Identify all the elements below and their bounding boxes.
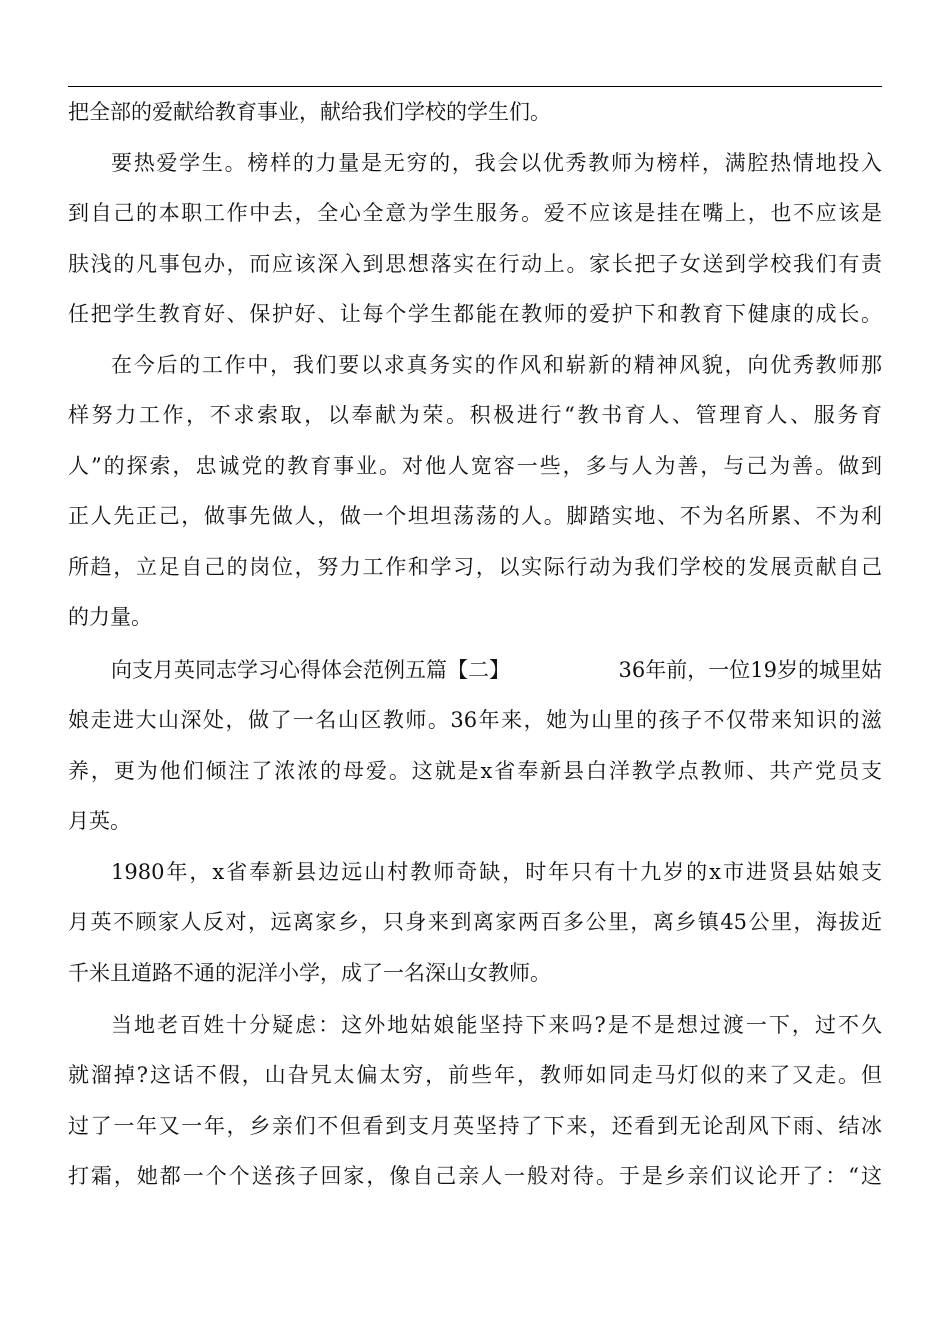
- paragraph-2-line-4: 任把学生教育好、保护好、让每个学生都能在教师的爱护下和教育下健康的成长。: [68, 302, 882, 326]
- paragraph-1-line-1: 把全部的爱献给教育事业，献给我们学校的学生们。: [68, 100, 551, 124]
- paragraph-2-line-3: 肤浅的凡事包办，而应该深入到思想落实在行动上。家长把子女送到学校我们有责: [68, 252, 882, 276]
- paragraph-4-line-1: [68, 650, 882, 690]
- paragraph-3-line-2: 样努力工作，不求索取，以奉献为荣。积极进行“教书育人、管理育人、服务育: [68, 403, 882, 427]
- paragraph-6-line-1: 当地老百姓十分疑虑：这外地姑娘能坚持下来吗?是不是想过渡一下，过不久: [111, 1013, 882, 1037]
- header-rule: [68, 86, 882, 87]
- paragraph-3-line-5: 所趋，立足自己的岗位，努力工作和学习，以实际行动为我们学校的发展贡献自己: [68, 555, 882, 579]
- paragraph-2-line-2: 到自己的本职工作中去，全心全意为学生服务。爱不应该是挂在嘴上，也不应该是: [68, 201, 882, 225]
- section-heading: 向支月英同志学习心得体会范例五篇【二】: [111, 658, 510, 682]
- paragraph-4-line-4: 月英。: [68, 809, 131, 833]
- paragraph-2-line-1: 要热爱学生。榜样的力量是无穷的，我会以优秀教师为榜样，满腔热情地投入: [111, 151, 882, 175]
- paragraph-5-line-1: 1980年，x省奉新县边远山村教师奇缺，时年只有十九岁的x市进贤县姑娘支: [111, 860, 882, 884]
- paragraph-3-line-4: 正人先正己，做事先做人，做一个坦坦荡荡的人。脚踏实地、不为名所累、不为利: [68, 504, 882, 528]
- paragraph-3-line-6: 的力量。: [68, 605, 152, 629]
- paragraph-3-line-3: 人”的探索，忠诚党的教育事业。对他人宽容一些，多与人为善，与己为善。做到: [68, 454, 882, 478]
- paragraph-4-opening: 36年前，一位19岁的城里姑: [618, 658, 882, 682]
- paragraph-3-line-1: 在今后的工作中，我们要以求真务实的作风和崭新的精神风貌，向优秀教师那: [111, 353, 882, 377]
- paragraph-5-line-2: 月英不顾家人反对，远离家乡，只身来到离家两百多公里，离乡镇45公里，海拔近: [68, 910, 882, 934]
- paragraph-6-line-4: 打霜，她都一个个送孩子回家，像自己亲人一般对待。于是乡亲们议论开了：“这: [68, 1164, 882, 1188]
- paragraph-6-line-3: 过了一年又一年，乡亲们不但看到支月英坚持了下来，还看到无论刮风下雨、结冰: [68, 1114, 882, 1138]
- paragraph-4-line-3: 养，更为他们倾注了浓浓的母爱。这就是x省奉新县白洋教学点教师、共产党员支: [68, 759, 882, 783]
- paragraph-6-line-2: 就溜掉?这话不假，山旮旯太偏太穷，前些年，教师如同走马灯似的来了又走。但: [68, 1063, 882, 1087]
- paragraph-5-line-3: 千米且道路不通的泥洋小学，成了一名深山女教师。: [68, 961, 551, 985]
- paragraph-4-line-2: 娘走进大山深处，做了一名山区教师。36年来，她为山里的孩子不仅带来知识的滋: [68, 708, 882, 732]
